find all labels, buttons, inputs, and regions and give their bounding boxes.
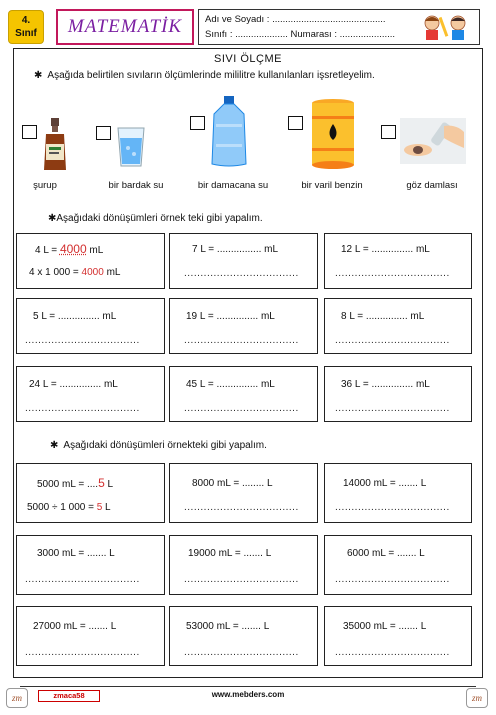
answer-line[interactable]: ................................... [25,647,140,658]
example-line-2 [29,267,120,278]
example-box-milliliters [16,463,165,523]
checkbox-glass[interactable] [96,126,111,140]
exercise-box[interactable] [169,606,318,666]
glass-of-water-icon [116,126,146,168]
caption-jug: bir damacana su [197,180,269,191]
exercise-box[interactable] [324,606,472,666]
answer-line[interactable]: ................................... [335,403,450,414]
exercise-box[interactable] [324,463,472,523]
exercise-question: 5 L = ............... mL [33,311,117,322]
example-line-1 [37,476,113,490]
exercise-box[interactable] [169,535,318,595]
exercise-box[interactable] [16,366,165,422]
exercise-question: 35000 mL = ....... L [343,621,427,632]
checkbox-syrup[interactable] [22,125,37,139]
water-jug-icon [210,96,248,168]
answer-line[interactable]: ................................... [25,574,140,585]
exercise-box[interactable] [324,233,472,289]
exercise-question: 36 L = ............... mL [341,379,430,390]
example-line-2 [27,502,111,513]
section1-instruction-text: Aşağıda belirtilen sıvıların ölçümlerinde mililitre kullanılanları işsretleyelim. [47,70,375,81]
exercise-box[interactable] [324,298,472,354]
brand-logo-left-icon: zm [6,688,28,708]
exercise-question: 6000 mL = ....... L [347,548,425,559]
footer-website-link[interactable]: www.mebders.com [211,690,285,699]
name-field: Adı ve Soyadı : ........................................... [205,14,386,25]
subject-title: MATEMATİK [67,16,183,37]
answer-line[interactable]: ................................... [335,268,450,279]
grade-badge [8,10,44,44]
footer-tag: zmaca58 [38,690,100,702]
example-text: 4 x 1 000 = [29,267,82,278]
answer-line[interactable]: ................................... [335,335,450,346]
exercise-box[interactable] [169,298,318,354]
answer-line[interactable]: ................................... [335,647,450,658]
exercise-box[interactable] [16,298,165,354]
exercise-box[interactable] [169,366,318,422]
exercise-question: 53000 mL = ....... L [186,621,270,632]
exercise-box[interactable] [16,606,165,666]
example-text: 4 L = [35,245,60,256]
exercise-question: 8000 mL = ........ L [192,478,273,489]
example-text: 5000 ÷ 1 000 = [27,502,97,513]
section2-instruction-text: Aşağıdaki dönüşümleri örnek teki gibi yapalım. [56,213,263,224]
section1-instruction [34,70,375,81]
caption-barrel: bir varil benzin [301,180,363,191]
page-title: SIVI ÖLÇME [214,53,282,65]
example-unit: L [104,479,114,490]
exercise-question: 8 L = ............... mL [341,311,425,322]
checkbox-jug[interactable] [190,116,205,130]
checkbox-barrel[interactable] [288,116,303,130]
example-answer: 5 [96,502,103,513]
star-bullet-icon: ✱ [48,213,57,224]
answer-line[interactable]: ................................... [184,647,299,658]
exercise-box[interactable] [324,366,472,422]
example-text: 5000 mL = .... [37,479,99,490]
example-box-liters [16,233,165,289]
class-number-field: Sınıfı : .................... Numarası : ..................... [205,29,396,40]
exercise-box[interactable] [16,535,165,595]
caption-glass: bir bardak su [108,180,164,191]
subject-title-box [56,9,194,45]
answer-line[interactable]: ................................... [335,574,450,585]
example-unit: L [102,502,111,513]
syrup-bottle-icon [40,118,70,172]
star-bullet-icon: ✱ [50,440,59,451]
section3-instruction [50,440,267,451]
example-answer: 4000 [59,242,87,256]
example-unit: mL [86,245,104,256]
exercise-question: 12 L = ............... mL [341,244,430,255]
caption-eye-drop: göz damlası [406,180,458,191]
brand-logo-right-icon: zm [466,688,488,708]
answer-line[interactable]: ................................... [335,502,450,513]
exercise-question: 19 L = ............... mL [186,311,275,322]
eye-drop-icon [400,118,466,164]
answer-line[interactable]: ................................... [184,403,299,414]
answer-line[interactable]: ................................... [184,335,299,346]
exercise-question: 19000 mL = ....... L [188,548,272,559]
example-answer: 5 [98,476,105,490]
grade-number: 4. [21,15,31,26]
checkbox-eye-drop[interactable] [381,125,396,139]
exercise-box[interactable] [169,463,318,523]
exercise-question: 14000 mL = ....... L [343,478,427,489]
exercise-box[interactable] [324,535,472,595]
answer-line[interactable]: ................................... [184,268,299,279]
section3-instruction-text: Aşağıdaki dönüşümleri örnekteki gibi yapalım. [63,440,267,451]
example-line-1 [35,242,103,256]
example-unit: mL [103,267,121,278]
section2-instruction [48,213,263,224]
answer-line[interactable]: ................................... [25,403,140,414]
exercise-question: 7 L = ................ mL [192,244,279,255]
answer-line[interactable]: ................................... [184,574,299,585]
exercise-question: 3000 mL = ....... L [37,548,115,559]
answer-line[interactable]: ................................... [184,502,299,513]
children-illustration-icon [418,13,476,41]
exercise-question: 27000 mL = ....... L [33,621,117,632]
exercise-question: 45 L = ............... mL [186,379,275,390]
oil-barrel-icon [310,98,356,170]
caption-syrup: şurup [33,180,57,191]
answer-line[interactable]: ................................... [25,335,140,346]
star-bullet-icon: ✱ [34,70,43,81]
example-answer: 4000 [81,267,104,278]
exercise-question: 24 L = ............... mL [29,379,118,390]
footer-divider [20,686,476,687]
exercise-box[interactable] [169,233,318,289]
grade-label: Sınıf [15,28,37,39]
